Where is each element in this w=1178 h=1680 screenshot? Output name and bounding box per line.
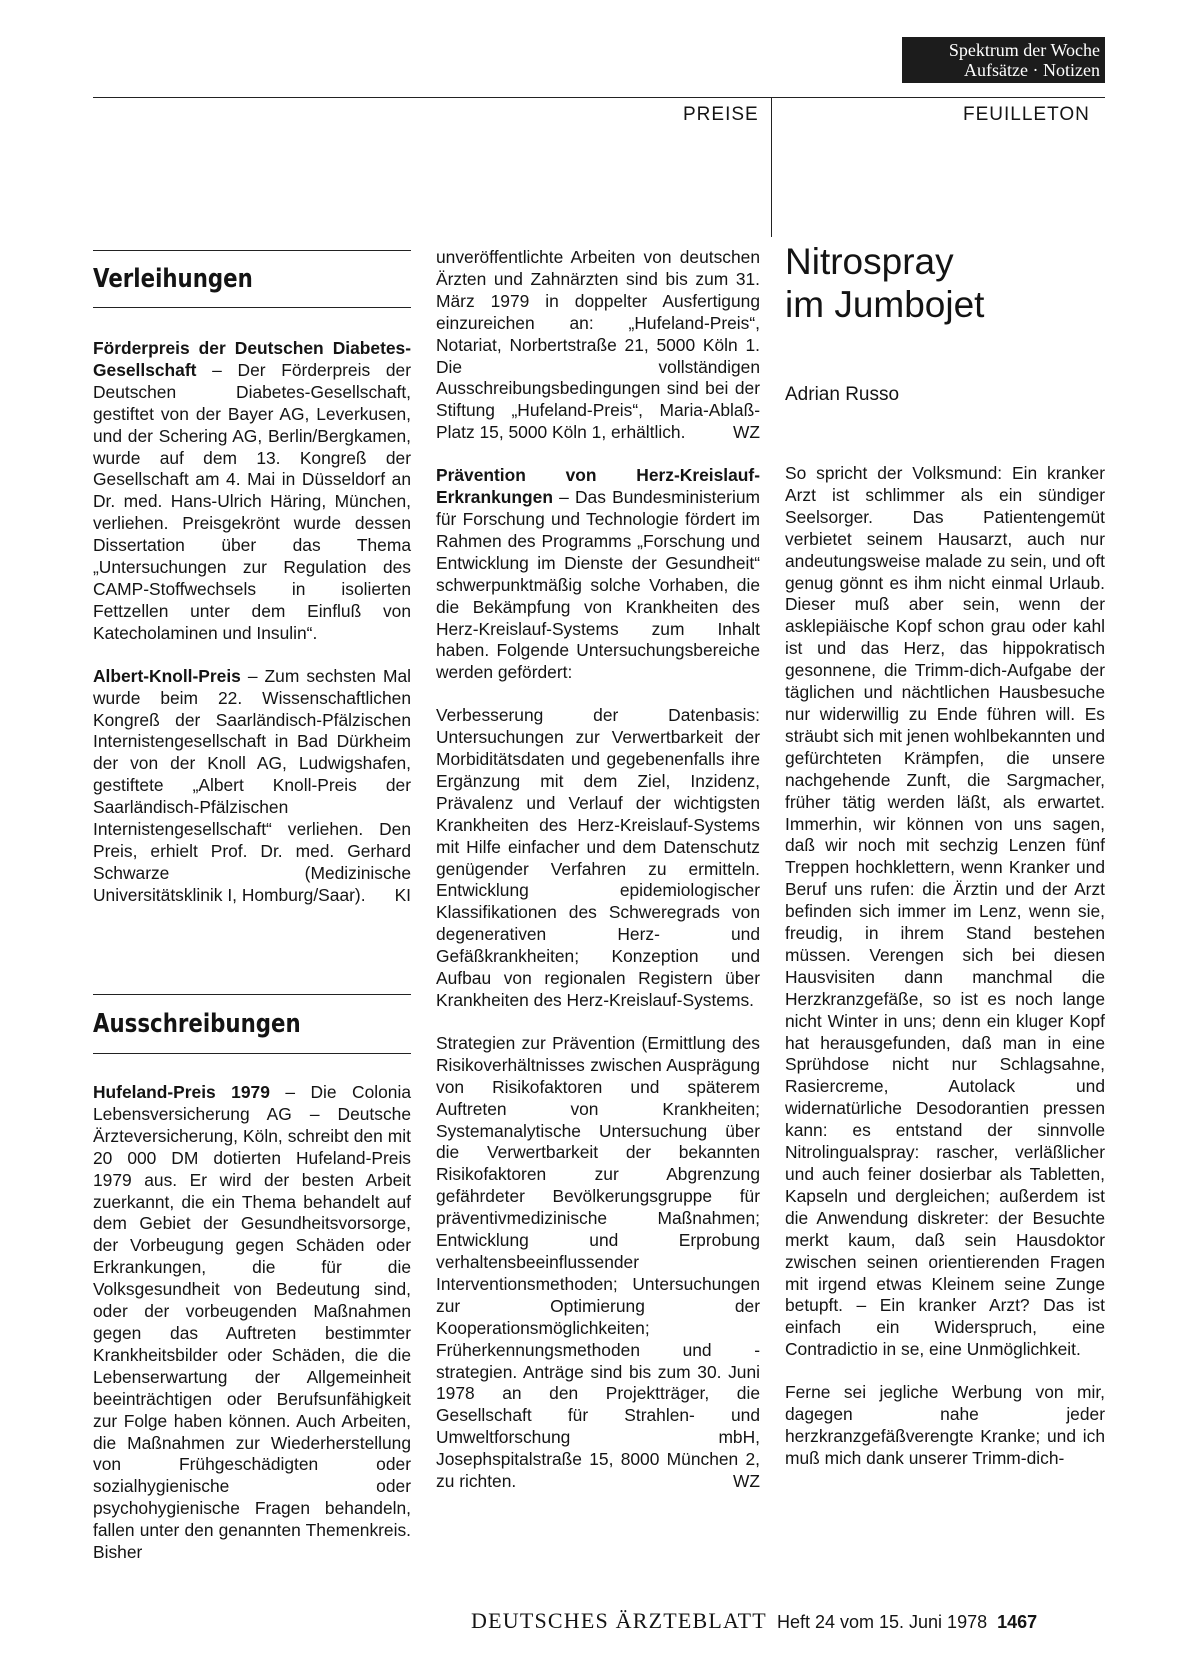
- badge-line-1: Spektrum der Woche: [948, 40, 1100, 60]
- column-left-lower: [93, 1082, 411, 1585]
- ausschreibung-item-2-p3: [436, 1033, 760, 1493]
- item-title: Hufeland-Preis 1979: [93, 1082, 270, 1102]
- heading-ausschreibungen-box: [93, 994, 411, 1054]
- column-right: [785, 463, 1105, 1491]
- section-badge: [902, 37, 1105, 83]
- verleihung-item-2: [93, 666, 411, 907]
- item-text: – Zum sechsten Mal wurde beim 22. Wissenschaftlichen Kongreß der Saarländisch-Pfälzischen Internistengesellschaft in Bad Dürkheim der von der Knoll AG, Ludwigshafen, gestiftete „Albert Knoll-Preis der Saarländisch-Pfälzischen Internistengesellschaft“ verliehen. Den Preis, erhielt Prof. Dr. med. Gerhard Schwarze (Medizinische Universitätsklinik I, Homburg/Saar).: [93, 665, 411, 905]
- item-text: – Die Colonia Lebensversicherung AG – Deutsche Ärzteversicherung, Köln, schreibt den mit 20 000 DM dotierten Hufeland-Preis 1979 aus. Er wird der besten Arbeit zuerkannt, die ein Thema behandelt auf dem Gebiet der Gesundheitsvorsorge, der Vorbeugung gegen Schäden oder Erkrankungen, die für die Volksgesundheit von Bedeutung sind, oder der vorbeugenden Maßnahmen gegen das Auftreten bestimmter Krankheitsbilder oder Schäden, die die Lebenserwartung der Allgemeinheit beeinträchtigen oder Berufsunfähigkeit zur Folge haben können. Auch Arbeiten, die Maßnahmen zur Wiederherstellung von Frühgeschädigten oder sozialhygienische oder psychohygienische Fragen behandeln, fallen unter den genannten Themenkreis. Bisher: [93, 1082, 411, 1563]
- item-title: Prävention von Herz-Kreislauf-Erkrankungen: [436, 465, 760, 508]
- ausschreibung-item-2: [436, 465, 760, 684]
- item-title: Albert-Knoll-Preis: [93, 665, 241, 686]
- ausschreibung-item-1-cont: [436, 247, 760, 444]
- ausschreibung-item-2-p2: Verbesserung der Datenbasis: Untersuchungen zur Verwertbarkeit der Morbiditätsdaten und gegebenenfalls ihre Ergänzung mit dem Ziel, Inzidenz, Prävalenz und Verlauf der wichtigsten Krankheiten des Herz-Kreislauf-Systems mit Hilfe einfacher und dem Datenschutz genügender Verfahren zu ermitteln. Entwicklung epidemiologischer Klassifikationen des Schweregrads von degenerativen Herz- und Gefäßkrankheiten; Konzeption und Aufbau von regionalen Registern über Krankheiten des Herz-Kreislauf-Systems.: [436, 705, 760, 1010]
- heading-ausschreibungen: Ausschreibungen: [93, 1009, 301, 1039]
- page-number: 1467: [997, 1612, 1038, 1632]
- author-initials: WZ: [732, 1471, 760, 1492]
- ausschreibung-item-1: [93, 1082, 411, 1564]
- item-title: Förderpreis der Deutschen Diabetes-Gesellschaft: [93, 338, 411, 380]
- author-initials: KI: [394, 884, 411, 905]
- section-label-feuilleton: FEUILLETON: [963, 104, 1090, 125]
- title-line-2: im Jumbojet: [785, 284, 985, 325]
- issue-info: Heft 24 vom 15. Juni 1978: [776, 1612, 988, 1632]
- item-text: Strategien zur Prävention (Ermittlung des Risikoverhältnisses zwischen Ausprägung von Risikofaktoren und späterem Auftreten von Krankheiten; Systemanalytische Untersuchung über die Verwertbarkeit der bekannten Risikofaktoren zur Abgrenzung gefährdeter Bevölkerungsgruppe für präventivmedizinische Maßnahmen; Entwicklung und Erprobung verhaltensbeeinflussender Interventionsmethoden; Untersuchungen zur Optimierung der Kooperationsmöglichkeiten; Früherkennungsmethoden und -strategien. Anträge sind bis zum 30. Juni 1978 an den Projektträger, die Gesellschaft für Strahlen- und Umweltforschung mbH, Josephspitalstraße 15, 8000 München 2, zu richten.: [436, 1032, 760, 1492]
- item-text: – Das Bundesministerium für Forschung und Technologie fördert im Rahmen des Programms „Forschung und Entwicklung im Dienste der Gesundheit“ schwerpunktmäßig solche Vorhaben, die die Bekämpfung von Krankheiten des Herz-Kreislauf-Systems zum Inhalt haben. Folgende Untersuchungsbereiche werden gefördert:: [436, 487, 760, 683]
- item-text: – Der Förderpreis der Deutschen Diabetes-Gesellschaft, gestiftet von der Bayer AG, Leverkusen, und der Schering AG, Berlin/Bergkamen, wurde auf dem 13. Kongreß der Gesellschaft am 4. Mai in Düsseldorf an Dr. med. Hans-Ulrich Häring, München, verliehen. Preisgekrönt wurde dessen Dissertation über das Thema „Untersuchungen zur Regulation des CAMP-Stoffwechsels in isolierten Fettzellen unter dem Einfluß von Katecholaminen und Insulin“.: [93, 359, 411, 643]
- heading-verleihungen-box: [93, 250, 411, 308]
- item-text: unveröffentlichte Arbeiten von deutschen Ärzten und Zahnärzten sind bis zum 31. März 1979 in doppelter Ausfertigung einzureichen an: „Hufeland-Preis“, Notariat, Norbertstraße 21, 5000 Köln 1. Die vollständigen Ausschreibungsbedingungen sind bei der Stiftung „Hufeland-Preis“, Maria-Ablaß-Platz 15, 5000 Köln 1, erhältlich.: [436, 247, 760, 443]
- publication-name: DEUTSCHES ÄRZTEBLATT: [471, 1608, 767, 1633]
- heading-verleihungen: Verleihungen: [93, 264, 253, 294]
- feuilleton-paragraph-1: So spricht der Volksmund: Ein kranker Arzt ist schlimmer als ein sündiger Seelsorger. Das Patientengemüt verbietet seinem Hausarzt, auch nur andeutungsweise malade zu sein, und oft genug gönnt es ihm nicht einmal Urlaub. Dieser muß aber sein, wenn der asklepiäische Kopf schon grau oder kahl ist und das Herz, das hippokratisch gesonnene, die Trimm-dich-Aufgabe der täglichen und nächtlichen Hausbesuche nur widerwillig zu Ende führen will. Es sträubt sich mit jenen wohlbekannten und gefürchteten Krämpfen, die unsere nachgehende Zunft, die Sargmacher, früher tätig werden läßt, als erwartet. Immerhin, wir können von uns sagen, daß wir noch mit sechzig Lenzen fünf Treppen hochklettern, wenn Kranker und Beruf uns rufen: die Ärztin und der Arzt befinden sich immer im Lenz, wenn sie, freudig, in ihrem Stand bestehen müssen. Verengen sich bei diesen Hausvisiten dann manchmal die Herzkranzgefäße, so ist es noch lange nicht Winter in uns; denn ein kluger Kopf hat herausgefunden, daß man in eine Sprühdose nicht nur Schlagsahne, Rasiercreme, Autolack und widernatürliche Desodorantien pressen kann: es entstand der sinnvolle Nitrolingualspray: rascher, verläßlicher und auch feiner dosierbar als Tabletten, Kapseln und dergleichen; außerdem ist die Anwendung diskreter: der Besuchte merkt kaum, daß sein Hausdoktor zwischen seinen orientierenden Fragen mit irgend etwas Kleinem seine Zunge betupft. – Ein kranker Arzt? Das ist einfach ein Widerspruch, eine Contradictio in se, eine Unmöglichkeit.: [785, 463, 1106, 1360]
- title-line-1: Nitrospray: [785, 241, 954, 282]
- author-initials: WZ: [732, 422, 760, 443]
- feuilleton-paragraph-2: Ferne sei jegliche Werbung von mir, dagegen nahe jeder herzkranzgefäßverengte Kranke; und ich muß mich dank unserer Trimm-dich-: [785, 1382, 1105, 1468]
- badge-line-2: Aufsätze · Notizen: [964, 60, 1100, 80]
- column-middle: [436, 247, 760, 1514]
- header-rule: [93, 97, 1105, 98]
- section-label-preise: PREISE: [683, 104, 759, 125]
- column-divider: [771, 97, 772, 237]
- column-left: [93, 338, 411, 928]
- verleihung-item-1: [93, 338, 411, 645]
- page-footer: [471, 1608, 1105, 1634]
- article-author: Adrian Russo: [785, 384, 900, 405]
- article-title: [785, 240, 984, 326]
